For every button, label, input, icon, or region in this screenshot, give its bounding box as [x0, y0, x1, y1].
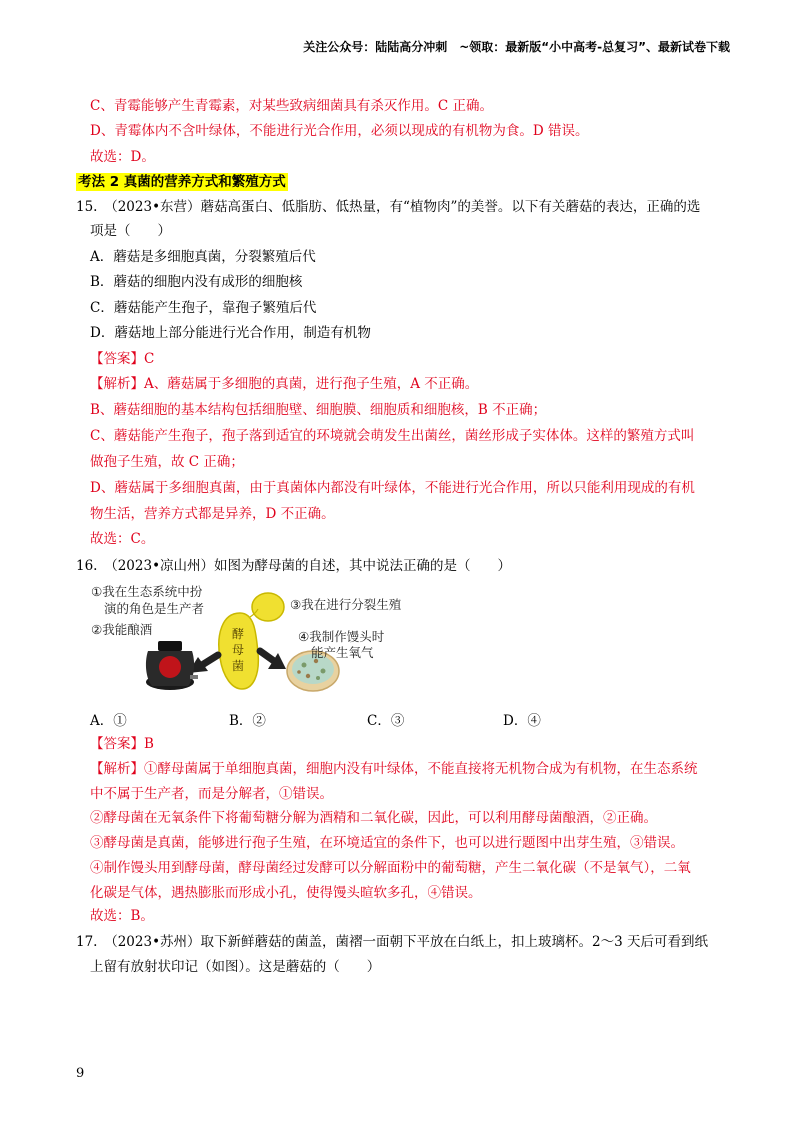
- q15-option-c: C．蘑菇能产生孢子，靠孢子繁殖后代: [90, 300, 317, 316]
- q15-explanation: C、蘑菇能产生孢子，孢子落到适宜的环境就会萌发生出菌丝，菌丝形成子实体体。这样的繁殖方式叫: [90, 428, 695, 444]
- q15-answer-key: 【答案】C: [90, 351, 155, 367]
- q17-stem-cont: 上留有放射状印记（如图）。这是蘑菇的（ ）: [90, 959, 381, 975]
- q15-explanation: 【解析】A、蘑菇属于多细胞的真菌，进行孢子生殖，A 不正确。: [90, 376, 479, 392]
- fig-statement-2: ②我能酿酒: [91, 622, 153, 637]
- q16-explanation: ④制作馒头用到酵母菌，酵母菌经过发酵可以分解面粉中的葡萄糖，产生二氧化碳（不是氧气），二氧: [90, 860, 691, 876]
- fig-statement-4-cont: 能产生氧气: [311, 645, 374, 660]
- q16-option-b: B．②: [229, 713, 266, 729]
- q16-explanation: ③酵母菌是真菌，能够进行孢子生殖，在环境适宜的条件下，也可以进行题图中出芽生殖，③错误。: [90, 835, 684, 851]
- fig-statement-3: ③我在进行分裂生殖: [290, 597, 402, 612]
- yeast-char-3: 菌: [232, 659, 245, 673]
- q15-explanation: B、蘑菇细胞的基本结构包括细胞壁、细胞膜、细胞质和细胞核，B 不正确；: [90, 402, 547, 418]
- yeast-char-1: 酵: [232, 627, 245, 641]
- q16-explanation: 化碳是气体，遇热膨胀而形成小孔，使得馒头暄软多孔，④错误。: [90, 885, 482, 901]
- q15-option-a: A．蘑菇是多细胞真菌，分裂繁殖后代: [90, 249, 316, 265]
- topic-heading: 考法 2 真菌的营养方式和繁殖方式: [78, 174, 286, 190]
- q15-stem: 15. （2023•东营）蘑菇高蛋白、低脂肪、低热量，有“植物肉”的美誉。以下有关蘑菇的表达，正确的选: [76, 199, 701, 215]
- page-number: 9: [76, 1066, 85, 1081]
- q15-stem-cont: 项是（ ）: [90, 223, 171, 239]
- q16-option-d: D．④: [503, 713, 541, 729]
- fig-statement-1: ①我在生态系统中扮: [91, 584, 203, 599]
- q15-explanation: 做孢子生殖，故 C 正确；: [90, 454, 244, 470]
- q15-answer: 故选：C。: [90, 531, 155, 547]
- q15-explanation: D、蘑菇属于多细胞真菌，由于真菌体内都没有叶绿体，不能进行光合作用，所以只能利用现成的有机: [90, 480, 695, 496]
- q16-explanation: 【解析】①酵母菌属于单细胞真菌，细胞内没有叶绿体，不能直接将无机物合成为有机物，在生态系统: [90, 761, 698, 777]
- q16-stem: 16. （2023•凉山州）如图为酵母菌的自述，其中说法正确的是（ ）: [76, 558, 512, 574]
- q16-answer-key: 【答案】B: [90, 736, 154, 752]
- q15-option-b: B．蘑菇的细胞内没有成形的细胞核: [90, 274, 303, 290]
- q16-answer: 故选：B。: [90, 908, 154, 924]
- prev-option-d: D、青霉体内不含叶绿体，不能进行光合作用，必须以现成的有机物为食。D 错误。: [90, 123, 589, 139]
- fig-statement-1-cont: 演的角色是生产者: [104, 601, 205, 616]
- page-header: 关注公众号：陆陆高分冲刺 ~领取：最新版“小中高考-总复习”、最新试卷下载: [303, 40, 730, 54]
- yeast-figure: [90, 583, 400, 695]
- fig-statement-4: ④我制作馒头时: [298, 629, 385, 644]
- prev-answer: 故选：D。: [90, 149, 155, 165]
- q15-option-d: D．蘑菇地上部分能进行光合作用，制造有机物: [90, 325, 371, 341]
- q15-explanation: 物生活，营养方式都是异养，D 不正确。: [90, 506, 335, 522]
- q16-option-c: C．③: [367, 713, 405, 729]
- q17-stem: 17. （2023•苏州）取下新鲜蘑菇的菌盖，菌褶一面朝下平放在白纸上，扣上玻璃杯。2～3 天后可看到纸: [76, 934, 709, 950]
- q16-explanation: ②酵母菌在无氧条件下将葡萄糖分解为酒精和二氧化碳，因此，可以利用酵母菌酿酒，②正确。: [90, 810, 657, 826]
- prev-option-c: C、青霉能够产生青霉素，对某些致病细菌具有杀灭作用。C 正确。: [90, 98, 493, 114]
- q16-option-a: A．①: [90, 713, 127, 729]
- yeast-char-2: 母: [232, 643, 245, 657]
- q16-explanation: 中不属于生产者，而是分解者，①错误。: [90, 786, 333, 802]
